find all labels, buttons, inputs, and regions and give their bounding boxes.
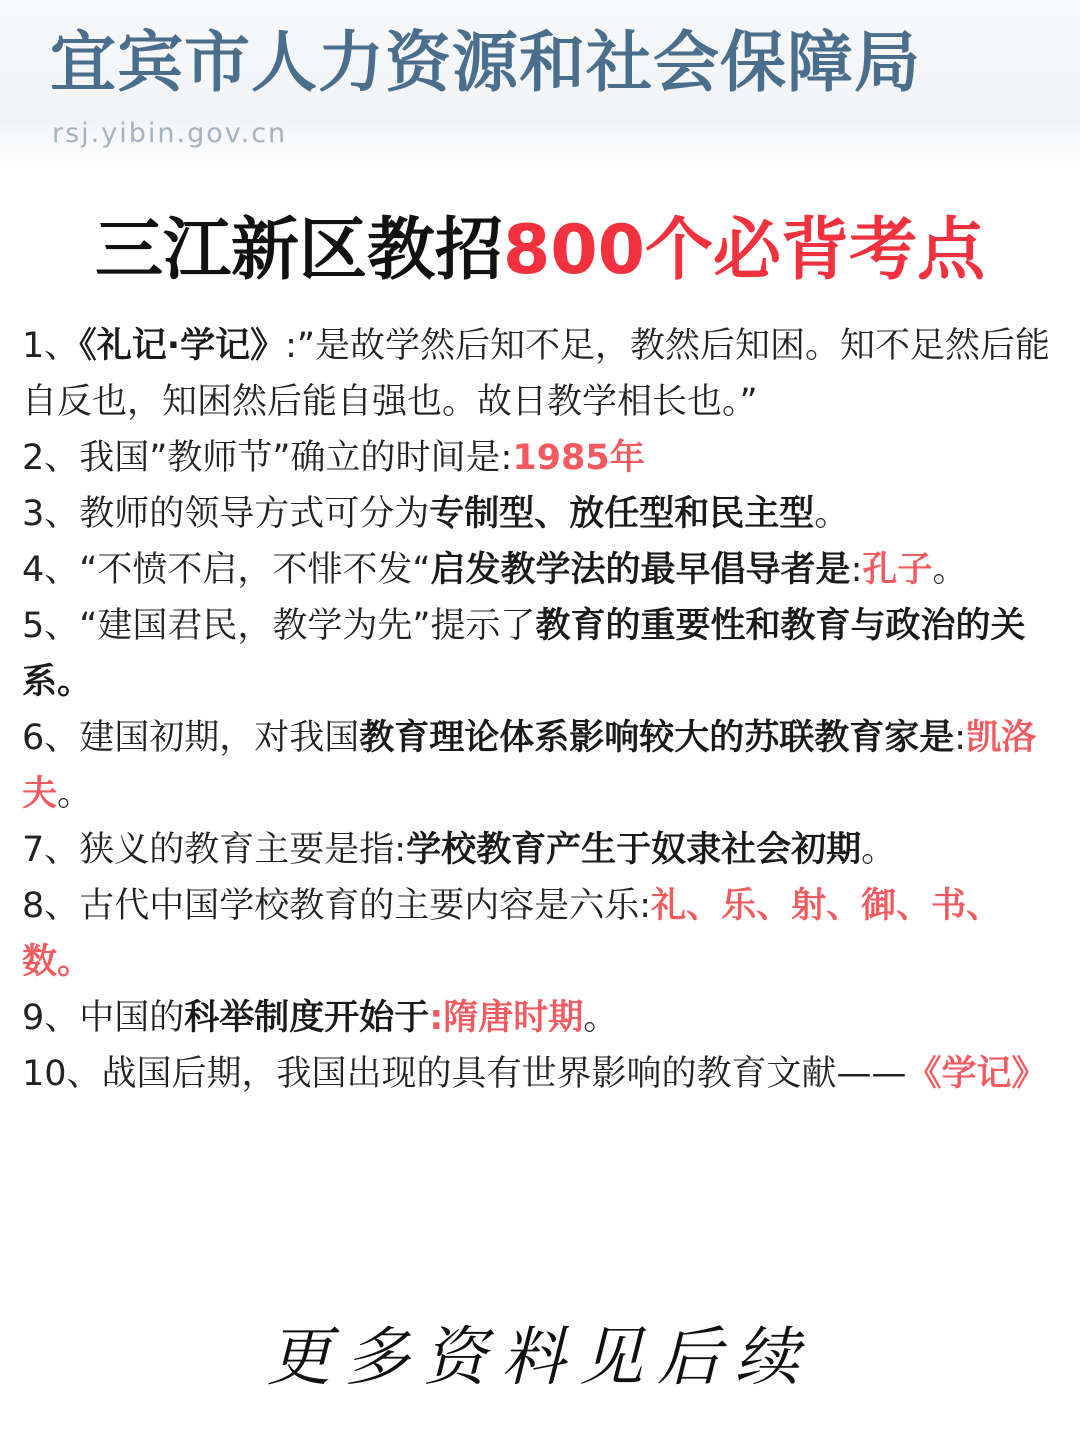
footer-note: 更多资料见后续 xyxy=(267,1321,813,1395)
item-text: 10、战国后期，我国出现的具有世界影响的教育文献—— xyxy=(22,1054,907,1094)
item-text: 8、古代中国学校教育的主要内容是六乐: xyxy=(22,886,652,926)
list-item xyxy=(22,822,1058,878)
item-text: 1、 xyxy=(22,326,80,366)
title-black-part: 三江新区教招 xyxy=(95,211,504,290)
item-text: 6、建国初期，对我国 xyxy=(22,718,360,758)
highlight-answer: 《学记》 xyxy=(906,1054,1047,1094)
page-title xyxy=(0,206,1080,296)
item-text: 2、我国”教师节”确立的时间是: xyxy=(22,438,513,478)
bold-keyword: 《礼记·学记》 xyxy=(79,326,286,366)
bold-keyword: 教育理论体系影响较大的苏联教育家是 xyxy=(359,718,955,758)
bold-keyword: 科举制度开始于 xyxy=(184,998,430,1038)
highlight-answer: 凯洛夫 xyxy=(22,718,1037,814)
item-text: 。 xyxy=(814,494,850,534)
item-text: 。 xyxy=(932,550,968,590)
item-text: 5、“建国君民，教学为先”提示了 xyxy=(22,606,536,646)
list-item xyxy=(22,878,1058,990)
list-item xyxy=(22,598,1058,710)
item-text: 7、狭义的教育主要是指: xyxy=(22,830,407,870)
list-item xyxy=(22,710,1058,822)
item-text: 4、“不愤不启，不悱不发“ xyxy=(22,550,431,590)
item-text: 3、教师的领导方式可分为 xyxy=(22,494,430,534)
highlight-answer: :隋唐时期 xyxy=(429,998,584,1038)
list-item xyxy=(22,542,1058,598)
title-red-part: 800个必背考点 xyxy=(503,211,985,290)
item-text: 。 xyxy=(583,998,619,1038)
bold-keyword: 教育的重要性和教育与政治的关系。 xyxy=(22,606,1026,702)
bold-keyword: 启发教学法的最早倡导者是 xyxy=(430,550,851,590)
list-item xyxy=(22,486,1058,542)
bold-keyword: 学校教育产生于奴隶社会初期 xyxy=(406,830,862,870)
exam-point-list xyxy=(22,318,1058,1102)
item-text: : xyxy=(954,718,967,758)
item-text: 。 xyxy=(861,830,897,870)
list-item xyxy=(22,990,1058,1046)
org-name: 宜宾市人力资源和社会保障局 xyxy=(50,24,921,101)
list-item xyxy=(22,430,1058,486)
list-item xyxy=(22,1046,1058,1102)
item-text: : xyxy=(850,550,863,590)
highlight-answer: 礼、乐、射、御、书、数。 xyxy=(22,886,1002,982)
bold-keyword: 专制型、放任型和民主型 xyxy=(429,494,815,534)
item-text: :”是故学然后知不足，教然后知困。知不足然后能自反也，知困然后能自强也。故日教学相长也。” xyxy=(22,326,1051,422)
header-banner xyxy=(0,0,1080,170)
org-url: rsj.yibin.gov.cn xyxy=(52,118,288,149)
highlight-answer: 1985年 xyxy=(512,438,645,478)
item-text: 9、中国的 xyxy=(22,998,185,1038)
highlight-answer: 孔子 xyxy=(862,550,933,590)
list-item xyxy=(22,318,1058,430)
item-text: 。 xyxy=(57,774,93,814)
